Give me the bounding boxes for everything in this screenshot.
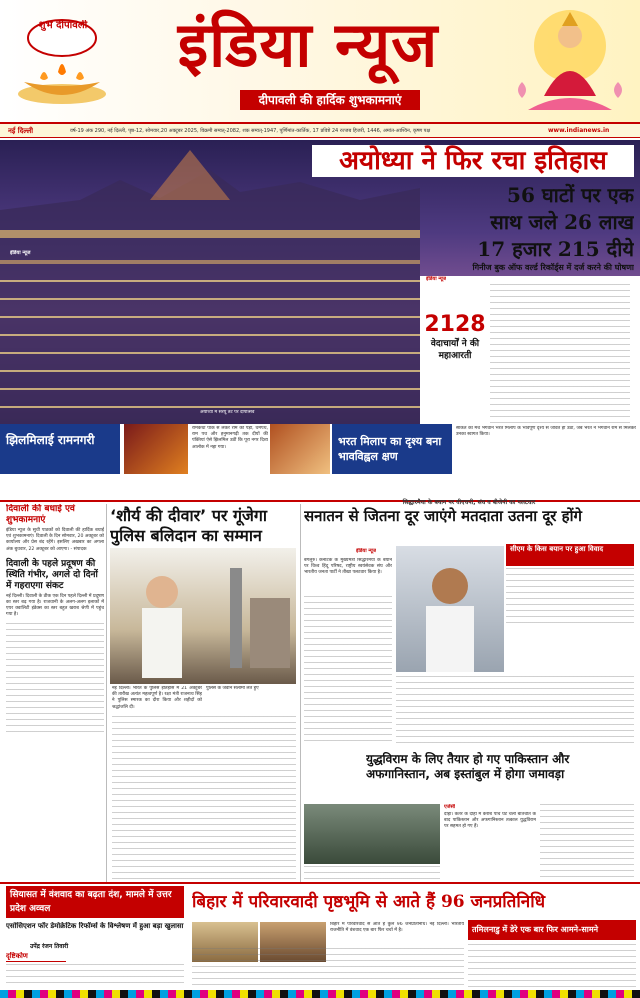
wish-body: इंडिया न्यूज के सुधी पाठकों को दिवाली की हार्दिक बधाई एवं शुभकामनाएं। दिवाली के दिन सोमवार, 20 अक्टूबर को कार्यालय और प्रेस बंद रहेंगे। इसलिए अखबार का अगला अंक बुधवार, 22 अक्टूबर को आएगा। - संपादक [6,528,104,552]
bihar-body-more [192,948,464,988]
masthead-area [0,0,640,124]
festival-greeting: दीपावली की हार्दिक शुभकामनाएं [240,90,420,110]
shaurya-headline: ‘शौर्य की दीवार’ पर गूंजेगा पुलिस बलिदान का सम्मान [110,506,268,545]
pollution-body: नई दिल्ली। दिवाली के ठीक एक दिन पहले दिल्ली में प्रदूषण का स्तर बढ़ गया है। राजधानी के अलग-अलग इलाकों में एयर क्वालिटी इंडेक्स का स्तर बहुत खराब श्रेणी में पहुंच गया है। [6,593,104,618]
left-column [6,504,104,784]
right-headline: सनातन से जितना दूर जाएंगे मतदाता उतना दूर होंगे [304,507,582,525]
right-body: बेंगलुरु। कर्नाटक के मुख्यमंत्री सिद्धारमैया के बयान पर विश्व हिंदू परिषद, राष्ट्रीय स्वयंसेवक संघ और भारतीय जनता पार्टी ने तीखा पलटवार किया है। [304,558,392,576]
column-rule [300,504,301,884]
bihar-body: बिहार में परिवारवाद से आते हैं कुल 96 जनप्रतिनिधि। नई दिल्ली। भारतीय राजनीति में वंशवाद एक बार फिर चर्चा में है। [330,922,464,934]
shaurya-photo-caption: पुलिस के जवान सलामी लेते हुए [206,686,259,691]
war-caption [304,866,440,880]
bihar-headline: बिहार में परिवारवादी पृष्ठभूमि से आते हैं 96 जनप्रतिनिधि [192,892,546,912]
badge-text: वेदाचार्यों ने की महाआरती [430,339,480,361]
edition-meta: वर्ष-19 अंक 290, नई दिल्ली, पृष्ठ-12, सोमवार,20 अक्टूबर 2025, विक्रमी सम्वत्-2082, शक सम्वत्-1947, पूर्णिमांत-कार्तिक, 17 प्रविष्टे 24 रज्जब हिजरी, 1446, अमांत-आश्विन, कृष्ण पक्ष [70,128,431,134]
vedacharya-badge [424,312,486,362]
siddaramaiah-photo [396,546,504,672]
rajnath-photo [110,548,296,684]
stat-line-3: 17 हजार 215 दीये [477,237,634,261]
shubh-deepawali-text: शुभ दीपावली [38,20,88,31]
adr-subhead: एसोसिएशन फॉर डेमोक्रेटिक रिफॉर्म्स के विश्लेषण में हुआ बड़ा खुलासा [6,922,184,930]
column-rule [106,504,107,884]
right-agency: इंडिया न्यूज [356,548,377,554]
bottom-divider [0,882,640,884]
bharat-caption: साकेत का मंच भगवान भरत मिलाप के भावपूर्ण दृश्य से जीवंत हो उठा, जब भरत ने भगवान राम से मिलकर उनका स्वागत किया। [456,426,636,438]
wish-title: दिवाली की बधाई एवं शुभकामनाएं [6,504,75,525]
ceasefire-photo [304,804,440,864]
stat-line-2: साथ जले 26 लाख [490,210,634,234]
lead-agency: इंडिया न्यूज [426,276,447,282]
war-body-more [540,804,634,880]
tamil-body [468,944,636,988]
lamps-photo [124,424,188,474]
shaurya-body-more [112,716,296,880]
edition-city: नई दिल्ली [8,127,34,135]
bharat-milap-photo [270,424,330,474]
war-body: दोहा। कतर के दोहा में करीब पांच घंटे चली बातचीत के बाद पाकिस्तान और अफगानिस्तान तत्काल युद्धविराम पर सहमत हो गए हैं। [444,812,536,830]
war-headline: युद्धविराम के लिए तैयार हो गए पाकिस्तान और अफगानिस्तान, अब इस्तांबुल में होगा जमावड़ा [366,752,570,781]
bharat-title: भरत मिलाप का दृश्य बना भावविह्वल क्षण [332,424,452,474]
website-link[interactable]: www.indianews.in [548,127,610,134]
ram-caption: रामकथा पार्क से लेकर राम की पैड़ी, धर्मपथ, राम पथ और हनुमानगढ़ी तक दीयों की पंक्तियां ऐसे झिलमिल उठीं कि पूरा नगर दिव्य आलोक में नहा गया। [192,426,268,450]
author: उपेंद्र रंजन तिवारी [30,943,69,950]
bottom-left-body [6,964,184,988]
pollution-title: दिवाली के पहले प्रदूषण की स्थिति गंभीर, अगले दो दिनों में गहराएगा संकट [6,558,98,591]
guinness-subhead: गिनीज बुक ऑफ वर्ल्ड रिकॉर्ड्स में दर्ज करने की घोषणा [472,263,634,272]
badge-number: 2128 [424,312,486,337]
registration-colorbar [0,990,640,998]
right-body-columns [396,676,634,746]
war-agency: एजेंसी [444,804,456,810]
shaurya-body: नई दिल्ली। भारत के पुलिस इतिहास में 21 अक्टूबर की तारीख अत्यंत महत्वपूर्ण है। रक्षा मंत्री राजनाथ सिंह ने पुलिस स्मारक का दौरा किया और शहीदों को श्रद्धांजलि दी। [112,686,202,710]
cm-box-text [506,568,634,628]
stat-line-1: 56 घाटों पर एक [507,183,634,207]
lead-headline: अयोध्या ने फिर रचा इतिहास [312,145,634,177]
lakshmi-illustration [508,6,632,118]
siyasat-banner: सियासत में वंशवाद का बढ़ता दंश, मामले में उत्तर प्रदेश अव्वल [6,886,184,918]
right-body-more [304,596,392,746]
cm-statement-box: सीएम के किस बयान पर हुआ विवाद [506,544,634,566]
lead-stats [406,182,634,263]
tamil-banner: तमिलनाडु में डेरे एक बार फिर आमने-सामने [468,920,636,940]
lead-photo-caption: अयोध्या में सरयू तट पर दीपोत्सव [200,410,255,415]
dateline-bar [0,124,640,138]
masthead-title: इंडिया न्यूज [177,8,439,81]
photo-credit: इंडिया न्यूज [10,250,31,256]
lead-body-text [490,284,630,442]
pollution-body-more [6,623,104,733]
right-kicker: सिद्धारमैया के बयान पर वीएचपी, संघ व बीजेपी का पलटवार [402,499,536,506]
drishtikon-label: दृष्टिकोण [6,952,66,962]
ram-title: झिलमिलाई रामनगरी [0,424,120,474]
